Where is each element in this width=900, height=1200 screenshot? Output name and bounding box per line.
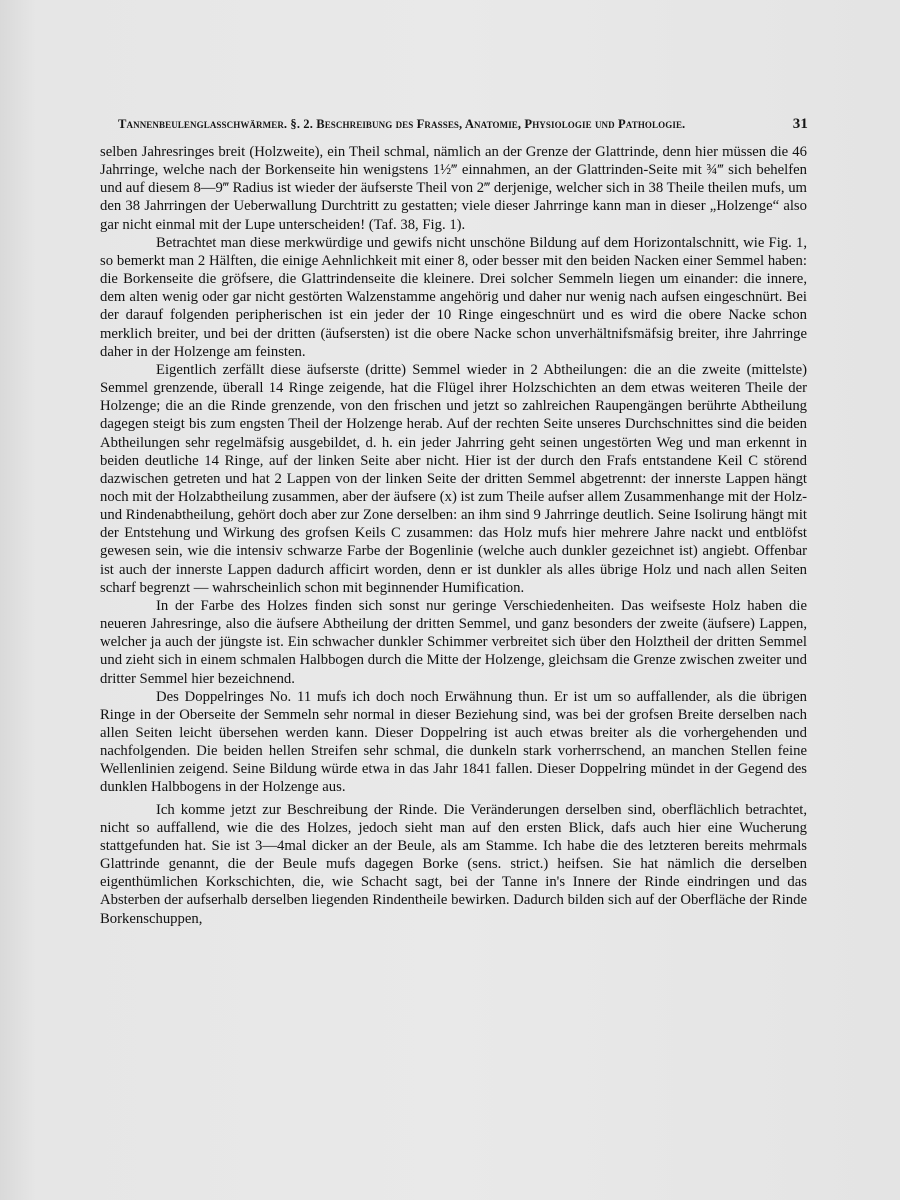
paragraph-2: Betrachtet man diese merkwürdige und gewifs nicht unschöne Bildung auf dem Horizontalschnitt, wie Fig. 1, so bemerkt man 2 Hälften, die einige Aehnlichkeit mit einer 8, oder besser mit den beiden Nacken einer Semmel haben: die Borkenseite die gröfsere, die Glattrindenseite die kleinere. Drei solcher Semmeln liegen um einander: die innere, dem alten wenig oder gar nicht gestörten Walzenstamme angehörig und daher nur wenig nach aufsen eingeschnürt. Bei der darauf folgenden peripherischen ist ein jeder der 10 Ringe eingeschnürt und es wird die obere Nacke schon merklich breiter, und bei der dritten (äufsersten) ist die obere Nacke schon unverhältnifsmäfsig breiter, ihre Jahrringe daher in der Holzenge am feinsten. — [100, 234, 807, 360]
paragraph-5: Des Doppelringes No. 11 mufs ich doch noch Erwähnung thun. Er ist um so auffallender, als die übrigen Ringe in der Oberseite der Semmeln sehr normal in dieser Beziehung sind, was bei der grofsen Breite derselben nach allen Seiten leicht übersehen werden kann. Dieser Doppelring ist auch etwas breiter als die vorhergehenden und nachfolgenden. Die beiden hellen Streifen sehr schmal, die dunkeln stark vorherrschend, an manchen Stellen feine Wellenlinien zeigend. Seine Bildung würde etwa in das Jahr 1841 fallen. Dieser Doppelring mündet in der Gegend des dunklen Halbbogens in der Holzenge aus. — [100, 688, 807, 796]
running-header — [118, 116, 808, 133]
paragraph-6: Ich komme jetzt zur Beschreibung der Rinde. Die Veränderungen derselben sind, oberflächlich betrachtet, nicht so auffallend, wie die des Holzes, jedoch sieht man auf den ersten Blick, dafs auch hier eine Wucherung stattgefunden hat. Sie ist 3—4mal dicker an der Beule, als am Stamme. Ich habe die des letzteren bereits mehrmals Glattrinde genannt, die der Beule mufs dagegen Borke (sens. strict.) heifsen. Sie hat nämlich die derselben eigenthümlichen Korkschichten, die, wie Schacht sagt, bei der Tanne in's Innere der Rinde eindringen und das Absterben der aufserhalb derselben liegenden Rindentheile bewirken. Dadurch bilden sich auf der Oberfläche der Rinde Borkenschuppen, — [100, 801, 807, 927]
paragraph-4: In der Farbe des Holzes finden sich sonst nur geringe Verschiedenheiten. Das weifseste Holz haben die neueren Jahresringe, also die äufsere Abtheilung der dritten Semmel, und ganz besonders der zweite (äufsere) Lappen, welcher ja auch der jüngste ist. Ein schwacher dunkler Schimmer verbreitet sich über den Holztheil der dritten Semmel und zieht sich in einem schmalen Halbbogen durch die Mitte der Holzenge, gleichsam die Grenze zwischen zweiter und dritter Semmel hier bezeichnend. — [100, 597, 807, 687]
paragraph-1: selben Jahresringes breit (Holzweite), ein Theil schmal, nämlich an der Grenze der Glattrinde, denn hier müssen die 46 Jahrringe, welche nach der Borkenseite hin wenigstens 1½‴ einnahmen, an der Glattrinden-Seite mit ¾‴ sich behelfen und auf diesem 8—9‴ Radius ist wieder der äufserste Theil von 2‴ derjenige, welcher sich in 38 Theile theilen mufs, um den 38 Jahrringen der Ueberwallung Durchtritt zu gestatten; viele dieser Jahrringe kann man in dieser „Holzenge“ also gar nicht einmal mit der Lupe unterscheiden! (Taf. 38, Fig. 1). — [100, 144, 807, 233]
page-number: 31 — [792, 116, 808, 132]
body-text — [100, 143, 807, 928]
paragraph-3: Eigentlich zerfällt diese äufserste (dritte) Semmel wieder in 2 Abtheilungen: die an die zweite (mittelste) Semmel grenzende, überall 14 Ringe zeigende, hat die Flügel ihrer Holzschichten an dem etwas weiteren Theile der Holzenge; die an die Rinde grenzende, von den frischen und jetzt so zahlreichen Raupengängen berührte Abtheilung dagegen steigt bis zum engsten Theil der Holzenge herab. Auf der rechten Seite unseres Durchschnittes sind die beiden Abtheilungen sehr regelmäfsig ausgebildet, d. h. ein jeder Jahrring geht seinen ungestörten Weg und man erkennt in beiden deutliche 14 Ringe, auf der linken Seite aber nicht. Hier ist der durch den Frafs entstandene Keil C störend dazwischen getreten und hat 2 Lappen von der linken Seite der dritten Semmel abgetrennt: der innerste Lappen hängt noch mit der Holzabtheilung zusammen, aber der äufsere (x) ist zum Theile aufser allem Zusammenhange mit der Holz- und Rindenabtheilung, gehört doch aber zur Zone derselben: an ihm sind 9 Jahrringe deutlich. Seine Isolirung hängt mit der Entstehung und Wirkung des grofsen Keils C zusammen: das Holz mufs hier mehrere Jahre nackt und entblöfst gewesen sein, wie die intensiv schwarze Farbe der Bogenlinie (welche auch dunkler gezeichnet ist) angiebt. Offenbar ist auch der innerste Lappen dadurch afficirt worden, denn er ist dunkler als alles übrige Holz und nach allen Seiten scharf begrenzt — wahrscheinlich schon mit beginnender Humification. — [100, 361, 807, 596]
running-title: Tannenbeulenglasschwärmer. §. 2. Beschreibung des Frasses, Anatomie, Physiologie und Pathologie. — [118, 117, 686, 131]
